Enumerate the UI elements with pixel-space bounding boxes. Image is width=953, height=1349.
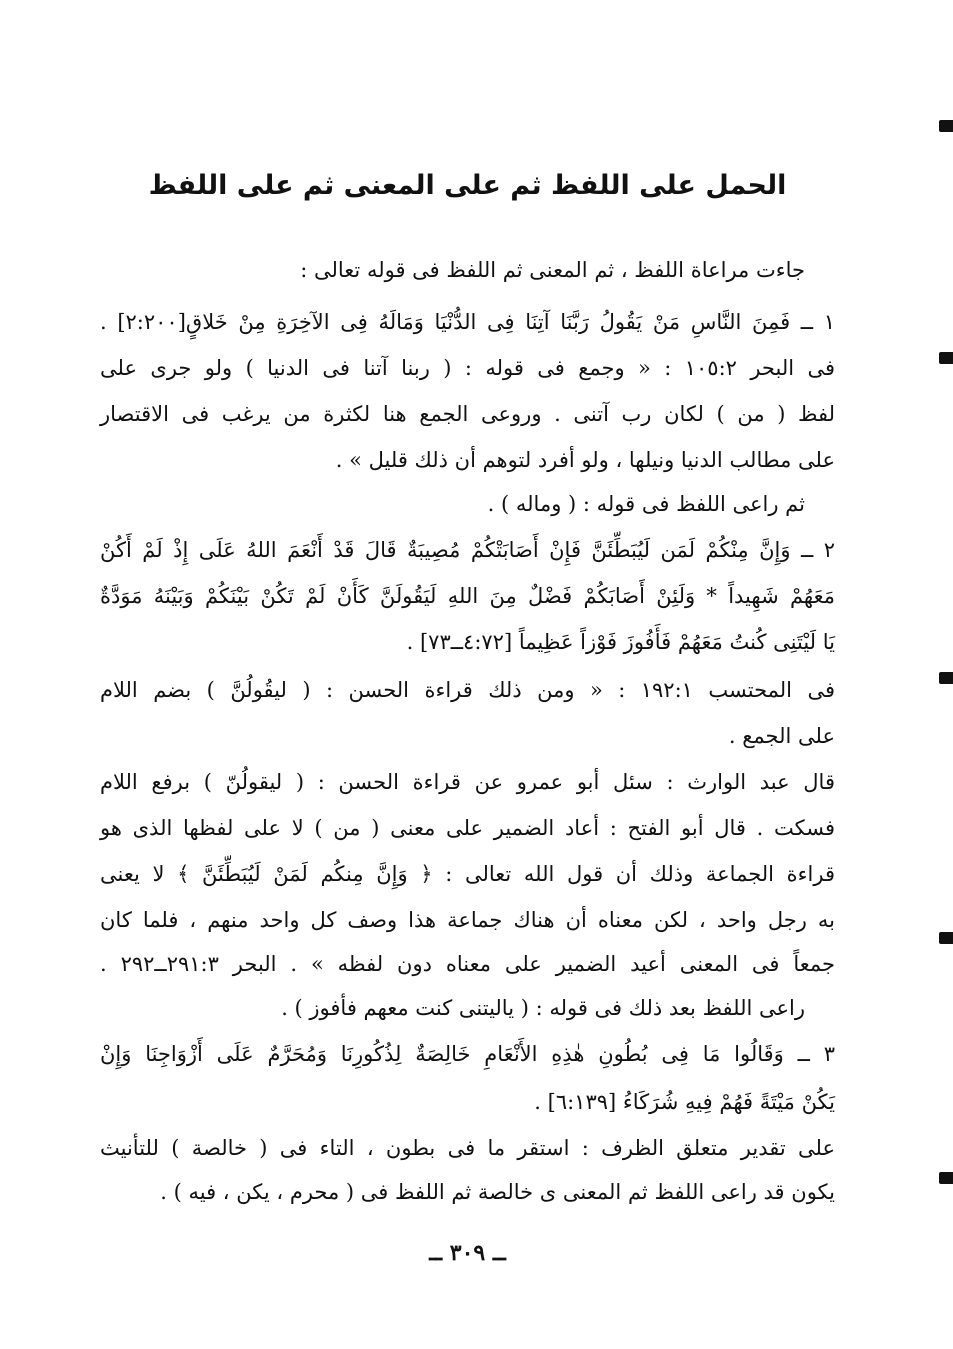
text-line: ثم راعى اللفظ فى قوله : ( وماله ) . bbox=[487, 492, 805, 516]
text-line: به رجل واحد ، لكن معناه أن هناك جماعة هذا وصف كل واحد منهم ، فلما كان bbox=[100, 908, 835, 932]
text-line: على الجمع . bbox=[728, 724, 835, 748]
scan-edge-mark bbox=[939, 672, 953, 684]
text-line: جمعاً فى المعنى أعيد الضمير على معناه دون لفظه » . البحر ٢٩١:٣ــ٢٩٢ . bbox=[100, 952, 835, 976]
text-line: راعى اللفظ بعد ذلك فى قوله : ( ياليتنى كنت معهم فأفوز ) . bbox=[281, 996, 805, 1020]
quran-line: مَعَهُمْ شَهِيداً * وَلَئِنْ أَصَابَكُمْ فَضْلٌ مِنَ اللهِ لَيَقُولَنَّ كَأَنْ لَمْ تَكُنْ بَيْنَكُمْ وَبَيْنَهُ مَوَدَّةٌ bbox=[100, 584, 835, 608]
page-title: الحمل على اللفظ ثم على المعنى ثم على اللفظ bbox=[148, 170, 787, 201]
text-line: على مطالب الدنيا ونيلها ، ولو أفرد لتوهم أن ذلك قليل » . bbox=[335, 448, 835, 472]
text-line: لفظ ( من ) لكان رب آتنى . وروعى الجمع هنا لكثرة من يرغب فى الاقتصار bbox=[100, 402, 835, 426]
quran-line: ١ ــ فَمِنَ النَّاسِ مَنْ يَقُولُ رَبَّنَا آتِنَا فِى الدُّنْيَا وَمَالَهُ فِى الآخِرَةِ مِنْ خَلاقٍ[٢:٢٠٠] . bbox=[100, 310, 835, 334]
document-page bbox=[100, 0, 835, 1349]
text-line: يكون قد راعى اللفظ ثم المعنى ى خالصة ثم اللفظ فى ( محرم ، يكن ، فيه ) . bbox=[160, 1180, 835, 1204]
text-line: جاءت مراعاة اللفظ ، ثم المعنى ثم اللفظ فى قوله تعالى : bbox=[300, 258, 805, 282]
scan-edge-mark bbox=[939, 120, 953, 132]
quran-line: يَكُنْ مَيْتَةً فَهُمْ فِيهِ شُرَكَاءُ [٦:١٣٩] . bbox=[534, 1090, 835, 1114]
text-line: قال عبد الوارث : سئل أبو عمرو عن قراءة الحسن : ( ليقولُنّ ) برفع اللام bbox=[100, 770, 835, 794]
text-line: فى المحتسب ١٩٢:١ : « ومن ذلك قراءة الحسن : ( ليقُولُنَّ ) بضم اللام bbox=[100, 678, 835, 702]
page-number: ــ ٣٠٩ ــ bbox=[429, 1240, 506, 1266]
scan-edge-mark bbox=[939, 932, 953, 944]
text-line: فى البحر ١٠٥:٢ : « وجمع فى قوله : ( ربنا آتنا فى الدنيا ) ولو جرى على bbox=[100, 356, 835, 380]
text-line: على تقدير متعلق الظرف : استقر ما فى بطون ، التاء فى ( خالصة ) للتأنيث bbox=[100, 1136, 835, 1160]
quran-line: ٢ ــ وَإِنَّ مِنْكُمْ لَمَن لَيُبَطِّئَنَّ فَإِنْ أَصَابَتْكُمْ مُصِيبَةٌ قَالَ قَدْ أَنْعَمَ اللهُ عَلَى إِذْ لَمْ أَكُنْ bbox=[100, 538, 835, 562]
scan-edge-mark bbox=[939, 1172, 953, 1184]
quran-line: ٣ ــ وَقَالُوا مَا فِى بُطُونِ هٰذِهِ الأَنْعَامِ خَالِصَةٌ لِذُكُورِنَا وَمُحَرَّمٌ عَلَى أَزْوَاجِنَا وَإِنْ bbox=[100, 1042, 835, 1066]
scan-edge-mark bbox=[939, 352, 953, 364]
text-line: فسكت . قال أبو الفتح : أعاد الضمير على معنى ( من ) لا على لفظها الذى هو bbox=[100, 816, 835, 840]
text-line: قراءة الجماعة وذلك أن قول الله تعالى : ﴿ وَإِنَّ مِنكُم لَمَنْ لَيُبَطِّئَنَّ ﴾ لا يعنى bbox=[100, 862, 835, 886]
quran-line: يَا لَيْتَنِى كُنتُ مَعَهُمْ فَأَفُوزَ فَوْزاً عَظِيماً [٤:٧٢ــ٧٣] . bbox=[406, 630, 835, 654]
